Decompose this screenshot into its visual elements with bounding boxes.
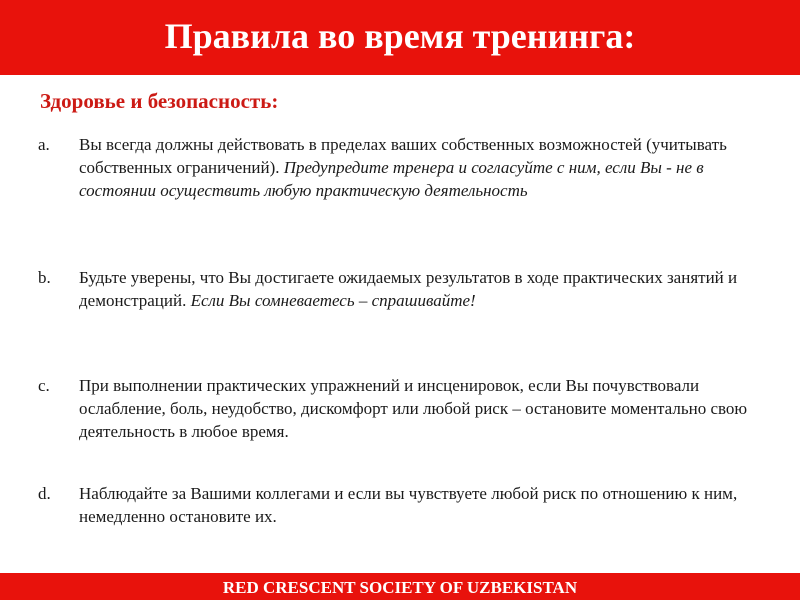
rule-plain-text: Вы всегда должны действовать в пределах ваших собственных возможностей (учитывать собственных ограничений). xyxy=(79,135,727,177)
rule-italic-text: Если Вы сомневаетесь – спрашивайте! xyxy=(190,291,476,310)
rule-text xyxy=(79,374,769,443)
rule-marker: d. xyxy=(38,484,51,503)
rule-plain-text: Наблюдайте за Вашими коллегами и если вы чувствуете любой риск по отношению к ним, немедленно остановите их. xyxy=(79,484,738,526)
section-subtitle: Здоровье и безопасность: xyxy=(40,89,279,113)
rule-marker: a. xyxy=(38,135,50,154)
slide-title: Правила во время тренинга: xyxy=(164,16,636,56)
footer-organization-name: RED CRESCENT SOCIETY OF UZBEKISTAN xyxy=(222,578,578,597)
rule-italic-text: Предупредите тренера и согласуйте с ним, если Вы - не в состоянии осуществить любую практическую деятельность xyxy=(79,158,704,200)
rule-text xyxy=(79,266,769,312)
rule-marker: b. xyxy=(38,268,51,287)
rule-text xyxy=(79,482,769,528)
rule-marker: c. xyxy=(38,376,50,395)
rule-plain-text: Будьте уверены, что Вы достигаете ожидаемых результатов в ходе практических занятий и демонстраций. xyxy=(79,268,738,310)
rule-text xyxy=(79,133,769,202)
rule-plain-text: При выполнении практических упражнений и инсценировок, если Вы почувствовали ослабление, боль, неудобство, дискомфорт или любой риск – остановите моментально свою деятельность в любое время. xyxy=(79,376,748,441)
